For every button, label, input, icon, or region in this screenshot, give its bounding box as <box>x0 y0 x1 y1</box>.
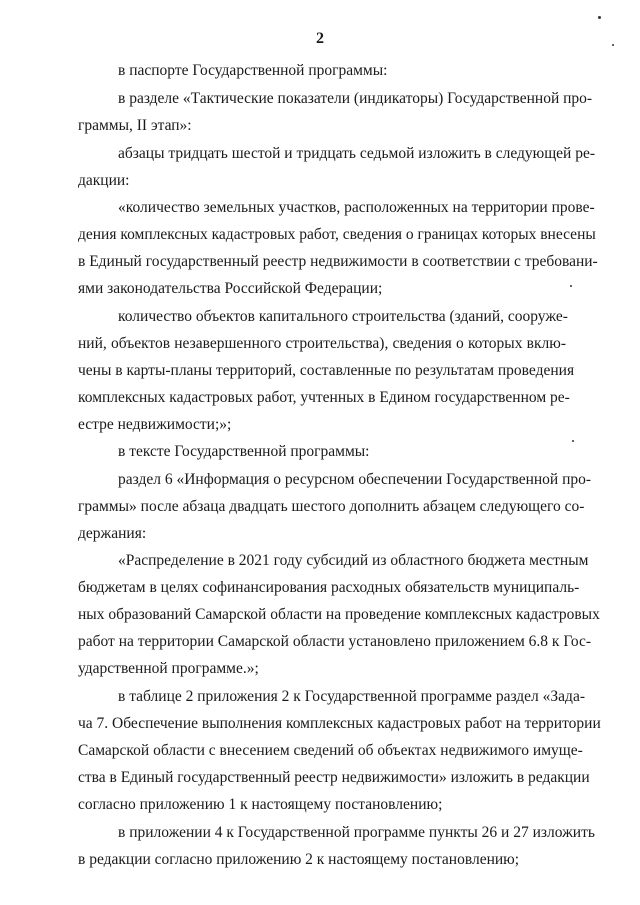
text-line: ства в Единый государственный реестр недвижимости» изложить в редакции <box>78 769 590 786</box>
text-line: ных образований Самарской области на проведение комплексных кадастровых <box>78 606 600 623</box>
text-line: в разделе «Тактические показатели (индикаторы) Государственной про- <box>118 90 593 107</box>
text-line: в тексте Государственной программы: <box>118 443 370 460</box>
text-line: в редакции согласно приложению 2 к настоящему постановлению; <box>78 851 520 868</box>
text-line: «Распределение в 2021 году субсидий из областного бюджета местным <box>118 552 589 569</box>
text-line: в Единый государственный реестр недвижимости в соответствии с требовани- <box>78 253 598 270</box>
text-line: ча 7. Обеспечение выполнения комплексных кадастровых работ на территории <box>78 715 601 732</box>
scan-speck <box>598 16 601 19</box>
text-line: естре недвижимости;»; <box>78 416 232 433</box>
text-line: в приложении 4 к Государственной программе пункты 26 и 27 изложить <box>118 824 595 841</box>
text-line: комплексных кадастровых работ, учтенных в Едином государственном ре- <box>78 389 570 406</box>
text-line: количество объектов капитального строительства (зданий, сооруже- <box>118 308 568 325</box>
text-line: раздел 6 «Информация о ресурсном обеспечении Государственной про- <box>118 471 592 488</box>
text-line: в паспорте Государственной программы: <box>118 62 388 79</box>
scan-speck <box>612 44 614 46</box>
text-line: держания: <box>78 525 147 542</box>
text-line: ями законодательства Российской Федерации; <box>78 280 383 297</box>
text-line: дакции: <box>78 172 130 189</box>
text-line: граммы, II этап»: <box>78 117 192 134</box>
text-line: граммы» после абзаца двадцать шестого дополнить абзацем следующего со- <box>78 498 585 515</box>
text-line: ударственной программе.»; <box>78 660 259 677</box>
text-line: в таблице 2 приложения 2 к Государственной программе раздел «Зада- <box>118 688 585 705</box>
text-line: «количество земельных участков, расположенных на территории прове- <box>118 199 595 216</box>
text-line: дения комплексных кадастровых работ, сведения о границах которых внесены <box>78 226 596 243</box>
scan-speck <box>572 440 574 442</box>
text-line: бюджетам в целях софинансирования расходных обязательств муниципаль- <box>78 579 580 596</box>
text-line: абзацы тридцать шестой и тридцать седьмой изложить в следующей ре- <box>118 145 596 162</box>
text-line: Самарской области с внесением сведений об объектах недвижимого имуще- <box>78 742 583 759</box>
scan-speck <box>570 285 572 287</box>
page-number: 2 <box>316 30 324 47</box>
text-line: ний, объектов незавершенного строительства), сведения о которых вклю- <box>78 335 566 352</box>
text-line: согласно приложению 1 к настоящему постановлению; <box>78 796 443 813</box>
text-line: работ на территории Самарской области установлено приложением 6.8 к Гос- <box>78 633 592 650</box>
text-line: чены в карты-планы территорий, составленные по результатам проведения <box>78 362 575 379</box>
